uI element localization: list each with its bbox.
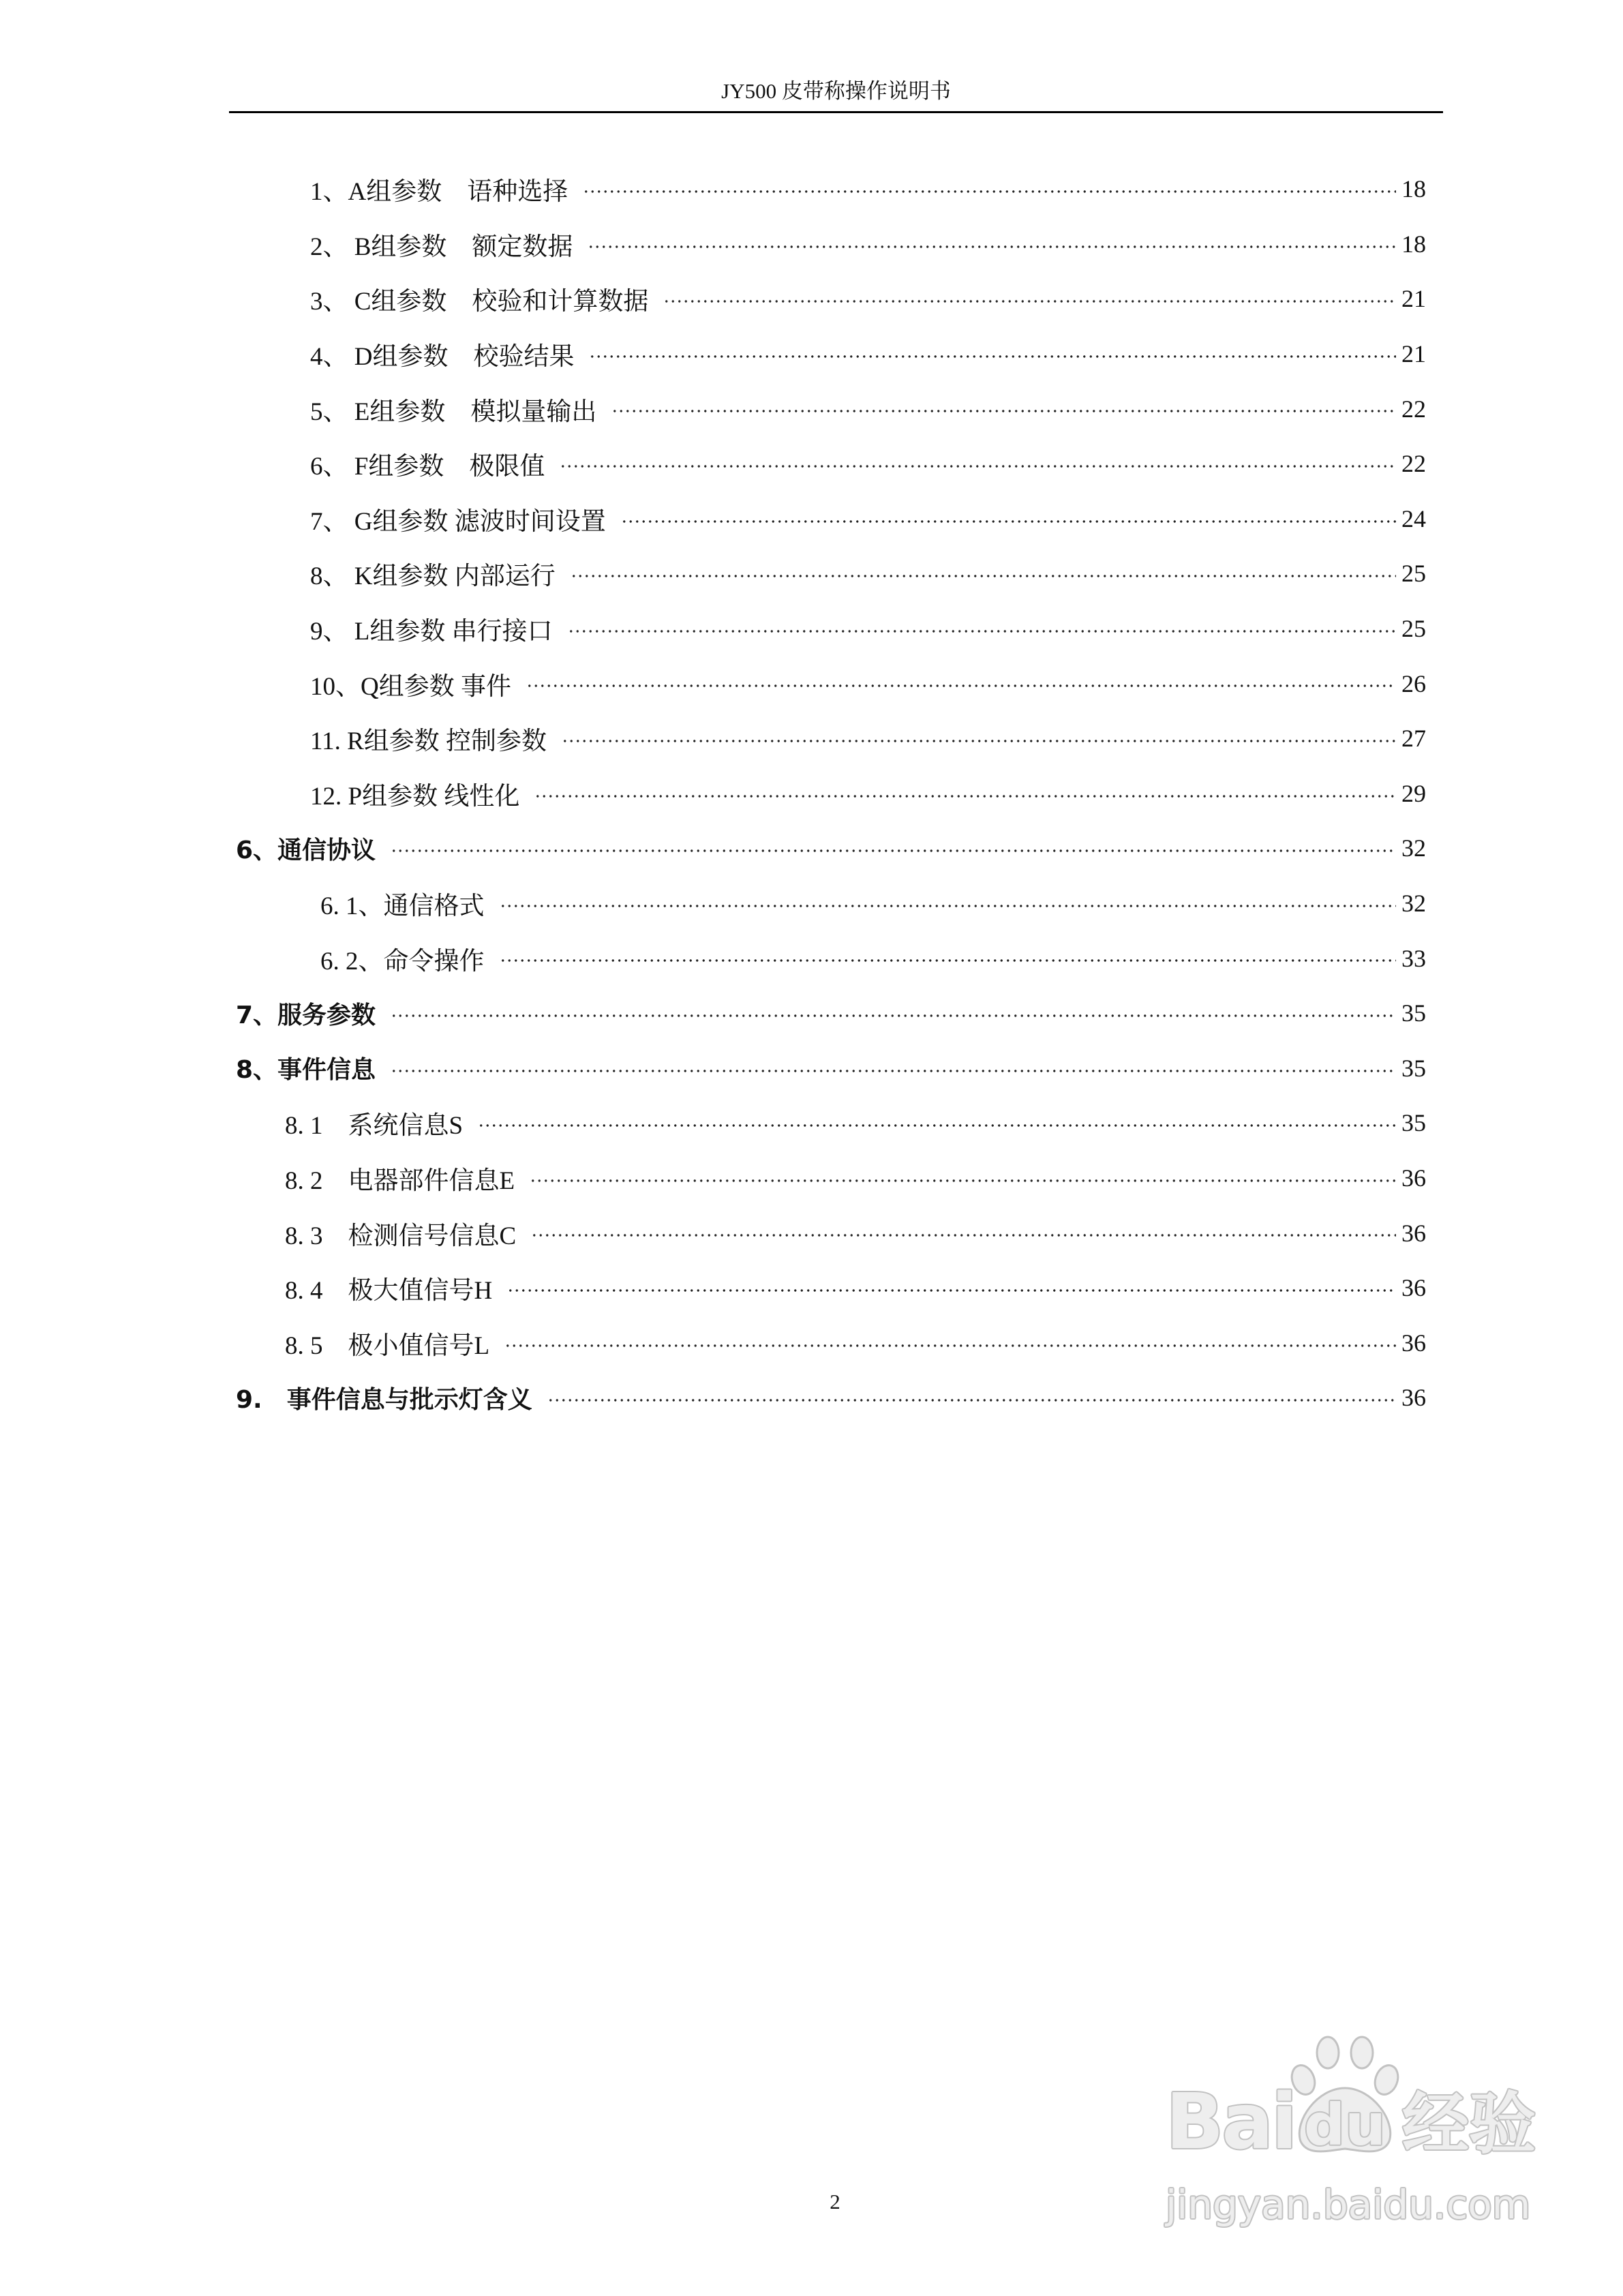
toc-leader-dots [589, 327, 1396, 382]
toc-leader-dots [507, 1260, 1396, 1316]
toc-entry-page: 25 [1401, 615, 1426, 643]
toc-leader-dots [531, 1205, 1396, 1260]
toc-entry-page: 35 [1401, 999, 1426, 1027]
toc-entry-page: 21 [1401, 340, 1426, 368]
toc-section-label: 9. 事件信息与批示灯含义 [236, 1385, 532, 1414]
toc-entry-label: 6. 2、命令操作 [320, 947, 485, 976]
toc-leader-dots [611, 381, 1396, 436]
toc-entry-group-r [236, 711, 1426, 766]
page-number: 2 [830, 2190, 840, 2214]
toc-entry-page: 36 [1401, 1274, 1426, 1302]
toc-section-label: 6、通信协议 [236, 836, 376, 864]
toc-entry-label: 4、 D组参数 校验结果 [310, 343, 575, 372]
toc-subsection-8-4 [236, 1260, 1426, 1316]
toc-leader-dots [478, 1096, 1396, 1151]
toc-entry-page: 32 [1401, 834, 1426, 862]
toc-subsection-8-3 [236, 1205, 1426, 1260]
toc-entry-group-q [236, 656, 1426, 711]
toc-leader-dots [530, 1151, 1396, 1206]
toc-leader-dots [560, 436, 1396, 492]
toc-section-label: 8、事件信息 [236, 1056, 376, 1085]
toc-entry-group-e [236, 381, 1426, 436]
toc-entry-label: 2、 B组参数 额定数据 [310, 232, 573, 261]
toc-entry-page: 33 [1401, 944, 1426, 972]
toc-section-event-info-and-indicator-lights [236, 1370, 1426, 1425]
toc-entry-group-c [236, 271, 1426, 327]
watermark-logo-bai: Bai [1166, 2078, 1296, 2166]
toc-entry-group-b [236, 217, 1426, 272]
toc-entry-page: 35 [1401, 1109, 1426, 1137]
toc-entry-group-d [236, 327, 1426, 382]
toc-entry-label: 10、Q组参数 事件 [310, 672, 511, 701]
toc-leader-dots [391, 986, 1396, 1041]
toc-leader-dots [526, 656, 1396, 711]
toc-entry-page: 36 [1401, 1329, 1426, 1357]
toc-entry-page: 36 [1401, 1164, 1426, 1192]
toc-entry-label: 11. R组参数 控制参数 [310, 727, 547, 756]
toc-entry-page: 32 [1401, 890, 1426, 918]
toc-entry-page: 36 [1401, 1384, 1426, 1412]
toc-entry-page: 35 [1401, 1054, 1426, 1082]
watermark-logo-jingyan: 经验 [1402, 2085, 1536, 2163]
toc-leader-dots [534, 766, 1396, 821]
toc-leader-dots [562, 711, 1396, 766]
toc-entry-page: 36 [1401, 1219, 1426, 1247]
toc-entry-label: 7、 G组参数 滤波时间设置 [310, 507, 606, 536]
toc-section-communication-protocol [236, 821, 1426, 876]
watermark-logo-du: du [1304, 2091, 1386, 2158]
toc-entry-page: 24 [1401, 504, 1426, 532]
watermark-url: jingyan.baidu.com [1166, 2181, 1531, 2228]
toc-subsection-6-1 [236, 876, 1426, 931]
toc-leader-dots [663, 271, 1396, 327]
toc-leader-dots [504, 1315, 1396, 1370]
toc-entry-group-k [236, 546, 1426, 601]
toc-entry-label: 3、 C组参数 校验和计算数据 [310, 288, 649, 316]
toc-leader-dots [500, 876, 1397, 931]
toc-entry-label: 6、 F组参数 极限值 [310, 453, 545, 481]
toc-subsection-6-2 [236, 931, 1426, 986]
toc-entry-group-l [236, 601, 1426, 656]
toc-leader-dots [568, 601, 1396, 656]
toc-section-service-parameters [236, 986, 1426, 1041]
toc-entry-page: 22 [1401, 450, 1426, 478]
toc-entry-label: 8. 2 电器部件信息E [285, 1166, 515, 1195]
toc-entry-label: 9、 L组参数 串行接口 [310, 618, 553, 646]
toc-leader-dots [500, 931, 1397, 986]
toc-entry-page: 18 [1401, 175, 1426, 203]
header-rule [229, 111, 1443, 113]
toc-leader-dots [621, 492, 1396, 547]
toc-entry-label: 5、 E组参数 模拟量输出 [310, 397, 597, 426]
toc-entry-label: 8. 1 系统信息S [285, 1112, 464, 1141]
toc-entry-page: 27 [1401, 725, 1426, 753]
toc-entry-label: 8. 4 极大值信号H [285, 1277, 493, 1305]
toc-leader-dots [547, 1370, 1396, 1425]
toc-leader-dots [391, 821, 1396, 876]
toc-entry-label: 1、A组参数 语种选择 [310, 178, 568, 207]
toc-leader-dots [588, 217, 1396, 272]
toc-entry-label: 6. 1、通信格式 [320, 892, 485, 921]
toc-entry-group-p [236, 766, 1426, 821]
toc-subsection-8-5 [236, 1315, 1426, 1370]
toc-subsection-8-1 [236, 1096, 1426, 1151]
table-of-contents [236, 162, 1426, 1425]
toc-subsection-8-2 [236, 1151, 1426, 1206]
toc-entry-page: 22 [1401, 395, 1426, 423]
toc-entry-label: 8. 3 检测信号信息C [285, 1222, 517, 1250]
toc-entry-page: 26 [1401, 669, 1426, 697]
toc-entry-page: 25 [1401, 560, 1426, 588]
toc-entry-page: 18 [1401, 230, 1426, 258]
toc-entry-label: 12. P组参数 线性化 [310, 782, 520, 811]
toc-section-label: 7、服务参数 [236, 1001, 376, 1029]
toc-entry-group-a [236, 162, 1426, 217]
baidu-jingyan-watermark [1159, 2028, 1554, 2246]
running-header-title: JY500 皮带称操作说明书 [721, 79, 951, 103]
toc-leader-dots [571, 546, 1396, 601]
toc-section-event-info [236, 1041, 1426, 1096]
toc-entry-page: 29 [1401, 779, 1426, 807]
toc-entry-page: 21 [1401, 285, 1426, 313]
toc-leader-dots [391, 1041, 1396, 1096]
toc-entry-group-f [236, 436, 1426, 492]
toc-entry-group-g [236, 492, 1426, 547]
toc-leader-dots [583, 162, 1396, 217]
toc-entry-label: 8. 5 极小值信号L [285, 1331, 490, 1360]
toc-entry-label: 8、 K组参数 内部运行 [310, 562, 556, 591]
